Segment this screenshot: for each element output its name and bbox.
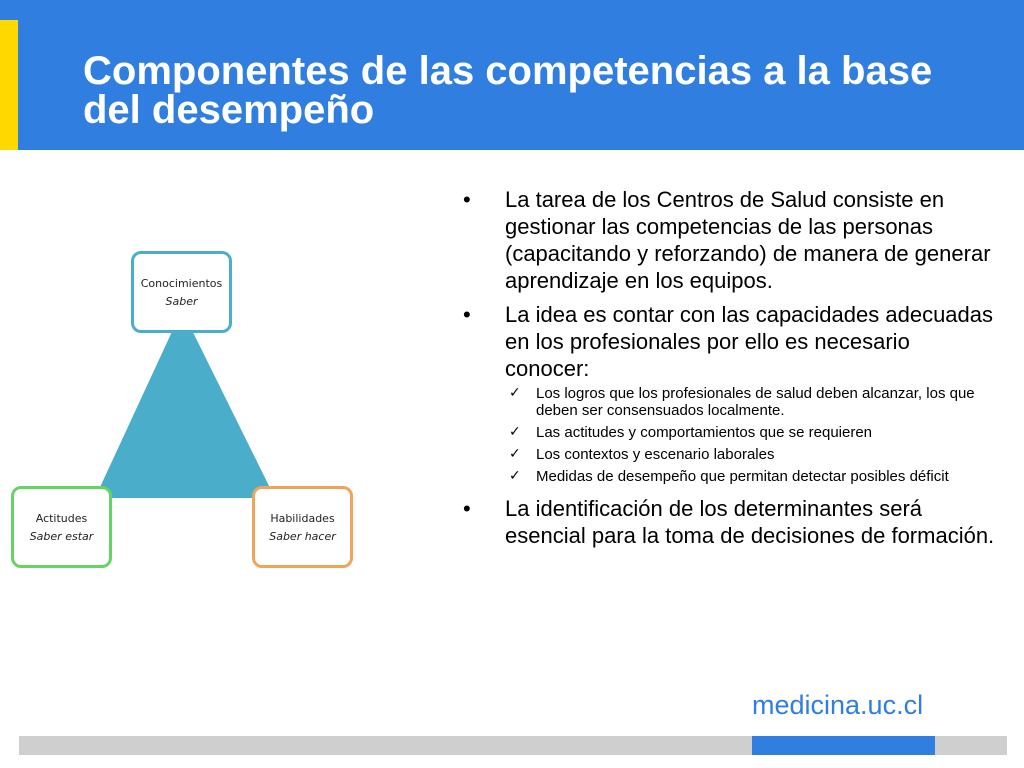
check-icon: ✓ xyxy=(509,385,521,401)
slide-content xyxy=(455,186,1000,556)
check-item xyxy=(505,446,1000,463)
bullet-marker: • xyxy=(463,302,471,327)
check-icon: ✓ xyxy=(509,424,521,440)
competency-triangle-diagram xyxy=(0,240,380,580)
check-icon: ✓ xyxy=(509,468,521,484)
bullet-marker: • xyxy=(463,496,471,521)
node-conocimientos xyxy=(131,251,232,333)
checklist xyxy=(505,385,1000,485)
check-item xyxy=(505,385,1000,419)
bullet-text: La tarea de los Centros de Salud consiste en gestionar las competencias de las personas (capacitando y reforzando) de manera de generar aprendizaje en los equipos. xyxy=(505,187,991,293)
check-item xyxy=(505,468,1000,485)
check-text: Los logros que los profesionales de salud deben alcanzar, los que deben ser consensuados localmente. xyxy=(536,385,975,419)
bullet-text: La idea es contar con las capacidades adecuadas en los profesionales por ello es necesario conocer: xyxy=(505,302,994,381)
check-text: Los contextos y escenario laborales xyxy=(536,446,775,463)
bullet-marker: • xyxy=(463,187,471,212)
node-actitudes xyxy=(11,486,112,568)
node-conocimientos-sub: Saber xyxy=(165,294,198,308)
accent-bar xyxy=(0,20,18,150)
node-actitudes-sub: Saber estar xyxy=(29,529,94,543)
footer-url[interactable]: medicina.uc.cl xyxy=(752,690,924,720)
check-text: Medidas de desempeño que permitan detectar posibles déficit xyxy=(536,468,949,485)
check-text: Las actitudes y comportamientos que se requieren xyxy=(536,424,873,441)
bullet-item xyxy=(455,301,1000,382)
footer-accent-bar xyxy=(752,736,935,755)
node-habilidades-label: Habilidades xyxy=(270,511,335,525)
bullet-text: La identificación de los determinantes será esencial para la toma de decisiones de formación. xyxy=(505,496,995,548)
bullet-item xyxy=(455,186,1000,294)
node-habilidades-sub: Saber hacer xyxy=(269,529,336,543)
triangle xyxy=(95,310,275,498)
node-habilidades xyxy=(252,486,353,568)
slide-title: Componentes de las competencias a la base del desempeño xyxy=(83,49,933,132)
node-conocimientos-label: Conocimientos xyxy=(140,276,223,290)
node-actitudes-label: Actitudes xyxy=(35,511,88,525)
check-icon: ✓ xyxy=(509,446,521,462)
check-item xyxy=(505,424,1000,441)
bullet-item xyxy=(455,495,1000,549)
